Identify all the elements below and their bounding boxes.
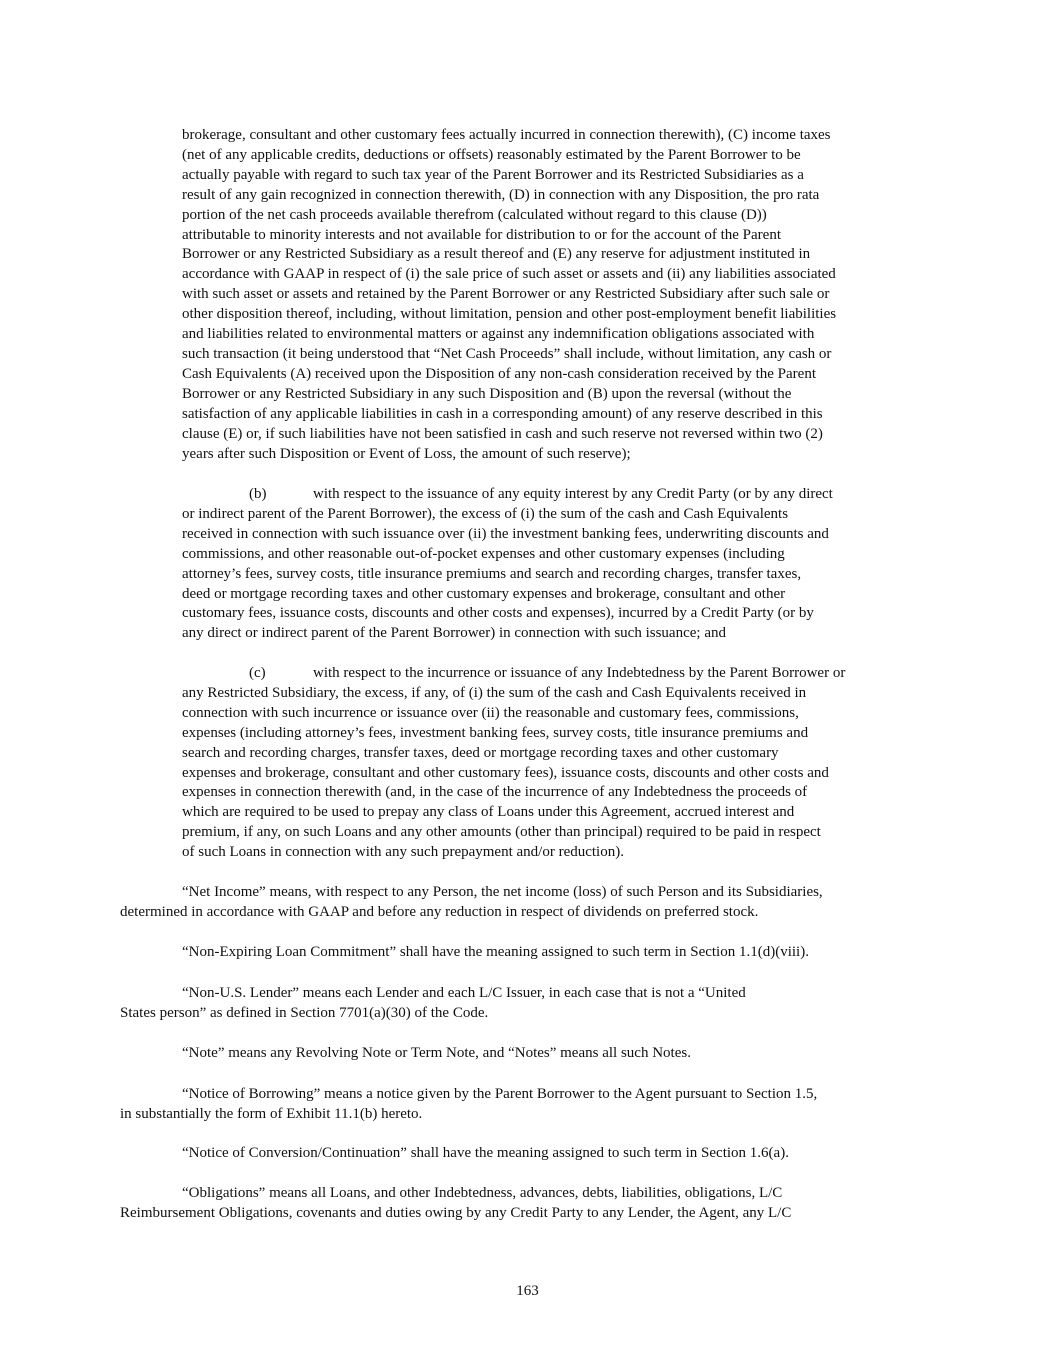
text-line: of such Loans in connection with any such prepayment and/or reduction).	[182, 844, 624, 861]
text-line: States person” as defined in Section 7701(a)(30) of the Code.	[120, 1004, 489, 1021]
text-line: or indirect parent of the Parent Borrower), the excess of (i) the sum of the cash and Cash Equivalents	[182, 505, 789, 522]
text-line: result of any gain recognized in connection therewith, (D) in connection with any Disposition, the pro rata	[182, 186, 820, 203]
text-line: in substantially the form of Exhibit 11.1(b) hereto.	[120, 1105, 423, 1122]
text-line: determined in accordance with GAAP and before any reduction in respect of dividends on preferred stock.	[120, 903, 759, 920]
text-line: search and recording charges, transfer taxes, deed or mortgage recording taxes and other customary	[182, 744, 779, 761]
text-line: “Obligations” means all Loans, and other Indebtedness, advances, debts, liabilities, obligations, L/C	[182, 1185, 783, 1201]
text-line: expenses and brokerage, consultant and other customary fees), issuance costs, discounts and other costs and	[182, 764, 829, 781]
text-line: “Notice of Conversion/Continuation” shall have the meaning assigned to such term in Section 1.6(a).	[182, 1145, 789, 1161]
text-line: years after such Disposition or Event of Loss, the amount of such reserve);	[182, 445, 631, 462]
text-line: attributable to minority interests and not available for distribution to or for the account of the Parent	[182, 226, 782, 243]
text-line: (net of any applicable credits, deductions or offsets) reasonably estimated by the Parent Borrower to be	[182, 146, 801, 163]
text-line: “Net Income” means, with respect to any Person, the net income (loss) of such Person and its Subsidiaries,	[182, 884, 823, 900]
definition-non-expiring-loan-commitment	[120, 943, 930, 963]
text-line: customary fees, issuance costs, discounts and other costs and expenses), incurred by a Credit Party (or by	[182, 605, 814, 622]
definition-note	[120, 1044, 930, 1064]
text-line: premium, if any, on such Loans and any other amounts (other than principal) required to be paid in respect	[182, 824, 821, 841]
text-line: Reimbursement Obligations, covenants and duties owing by any Credit Party to any Lender, the Agent, any L/C	[120, 1204, 792, 1221]
text-line: attorney’s fees, survey costs, title insurance premiums and search and recording charges, transfer taxes,	[182, 565, 802, 582]
text-line: accordance with GAAP in respect of (i) the sale price of such asset or assets and (ii) any liabilities associated	[182, 266, 836, 283]
text-line: Borrower or any Restricted Subsidiary in any such Disposition and (B) upon the reversal (without the	[182, 385, 792, 402]
text-line: any Restricted Subsidiary, the excess, if any, of (i) the sum of the cash and Cash Equivalents received in	[182, 684, 807, 701]
text-line: “Note” means any Revolving Note or Term Note, and “Notes” means all such Notes.	[182, 1045, 691, 1061]
definition-notice-of-borrowing	[120, 1085, 930, 1125]
text-line: expenses (including attorney’s fees, investment banking fees, survey costs, title insurance premiums and	[182, 724, 809, 741]
definition-net-income	[120, 883, 930, 923]
clause-b-number: (b)	[249, 486, 267, 502]
text-line: with such asset or assets and retained by the Parent Borrower or any Restricted Subsidiary after such sale or	[182, 286, 830, 303]
text-line: “Non-U.S. Lender” means each Lender and each L/C Issuer, in each case that is not a “United	[182, 985, 746, 1001]
text-line: actually payable with regard to such tax year of the Parent Borrower and its Restricted Subsidiaries as a	[182, 166, 804, 183]
definition-non-us-lender	[120, 984, 930, 1024]
text-line: commissions, and other reasonable out-of-pocket expenses and other customary expenses (including	[182, 545, 785, 562]
text-line: such transaction (it being understood that “Net Cash Proceeds” shall include, without limitation, any cash or	[182, 345, 832, 362]
text-line: brokerage, consultant and other customary fees actually incurred in connection therewith), (C) income taxes	[182, 127, 831, 143]
text-line: any direct or indirect parent of the Parent Borrower) in connection with such issuance; and	[182, 625, 726, 642]
text-line: “Non-Expiring Loan Commitment” shall have the meaning assigned to such term in Section 1.1(d)(viii).	[182, 944, 809, 960]
page-number: 163	[516, 1283, 539, 1299]
clause-b	[182, 485, 930, 644]
text-line: deed or mortgage recording taxes and other customary expenses and brokerage, consultant and other	[182, 585, 786, 602]
text-line: clause (E) or, if such liabilities have not been satisfied in cash and such reserve not reversed within two (2)	[182, 425, 823, 442]
text-line: received in connection with such issuance over (ii) the investment banking fees, underwriting discounts and	[182, 525, 829, 542]
text-line: with respect to the issuance of any equity interest by any Credit Party (or by any direct	[313, 486, 833, 502]
text-line: satisfaction of any applicable liabilities in cash in a corresponding amount) of any reserve described in this	[182, 405, 823, 422]
definition-obligations	[120, 1184, 930, 1224]
text-line: connection with such incurrence or issuance over (ii) the reasonable and customary fees, commissions,	[182, 704, 799, 721]
definition-notice-of-conversion-continuation	[120, 1144, 930, 1164]
text-line: expenses in connection therewith (and, in the case of the incurrence of any Indebtedness the proceeds of	[182, 784, 808, 801]
text-line: with respect to the incurrence or issuance of any Indebtedness by the Parent Borrower or	[313, 665, 846, 681]
text-line: and liabilities related to environmental matters or against any indemnification obligations associated with	[182, 326, 815, 343]
clause-c-number: (c)	[249, 665, 266, 681]
text-line: “Notice of Borrowing” means a notice given by the Parent Borrower to the Agent pursuant to Section 1.5,	[182, 1086, 818, 1102]
text-line: other disposition thereof, including, without limitation, pension and other post-employment benefit liabilities	[182, 306, 837, 323]
clause-c	[182, 664, 930, 863]
text-line: Borrower or any Restricted Subsidiary as a result thereof and (E) any reserve for adjustment instituted in	[182, 246, 811, 263]
text-line: portion of the net cash proceeds available therefrom (calculated without regard to this clause (D))	[182, 206, 767, 223]
text-line: Cash Equivalents (A) received upon the Disposition of any non-cash consideration received by the Parent	[182, 365, 816, 382]
text-line: which are required to be used to prepay any class of Loans under this Agreement, accrued interest and	[182, 804, 795, 821]
paragraph-net-cash-proceeds-continued	[182, 126, 930, 464]
